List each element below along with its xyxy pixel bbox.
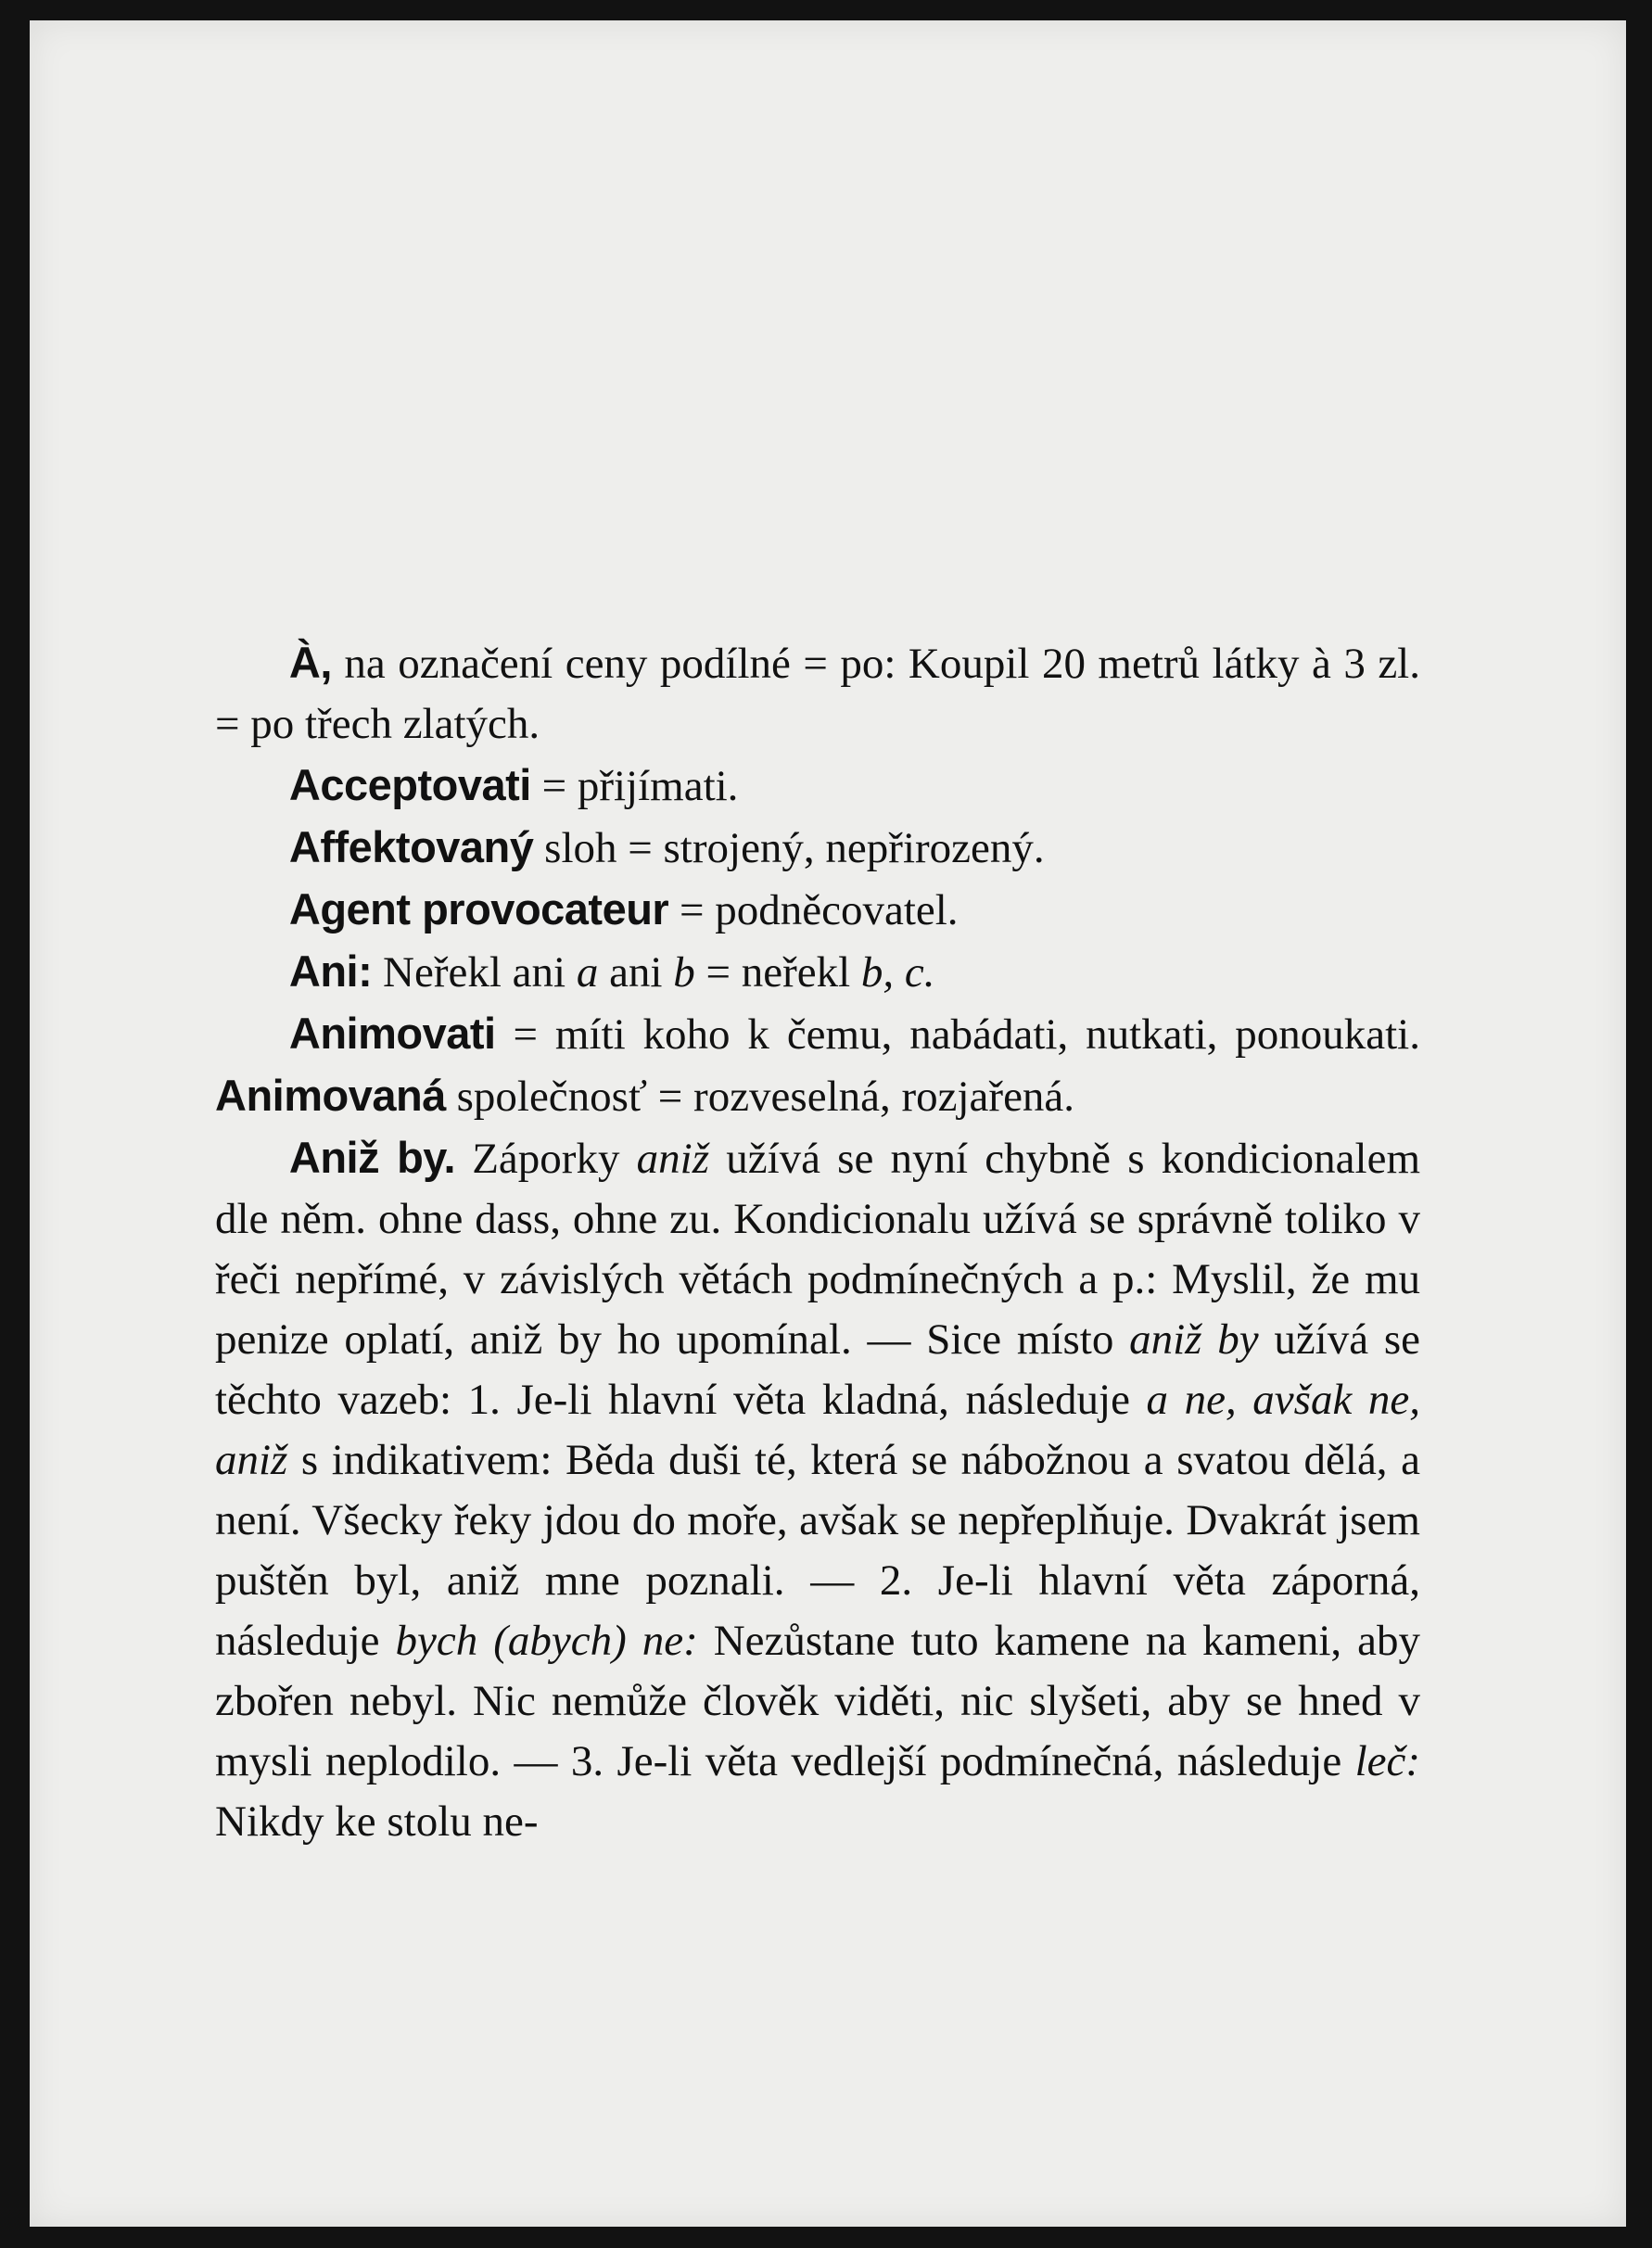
italic-term: bych (abych) ne: — [395, 1617, 698, 1665]
italic-term: aniž by — [1129, 1315, 1259, 1364]
entry-headword: Animovati — [288, 1009, 496, 1058]
entry-text: Záporky — [455, 1135, 637, 1183]
italic-term: aniž — [636, 1135, 710, 1183]
entry-text: ani — [598, 948, 674, 997]
entry-text: = podněcovatel. — [668, 886, 959, 934]
dictionary-text — [215, 632, 1420, 1852]
entry-text: užívá se nyní chybně s kondicionalem dle něm. ohne dass, ohne zu. Kondicionalu užívá se správně toliko v řeči nepřímé, v závislých větách podmínečných a p.: Myslil, že mu penize oplatí, aniž by ho upomínal. — Sice místo — [215, 1135, 1420, 1364]
entry-text: užívá se těchto vazeb: 1. Je-li hlavní věta kladná, následuje — [215, 1315, 1421, 1424]
entry-text: = neřekl — [694, 948, 861, 997]
entry-headword: Aniž by. — [288, 1133, 456, 1182]
entry-text: společnosť = rozveselná, rozjařená. — [445, 1073, 1075, 1121]
dictionary-entry — [215, 879, 1420, 941]
italic-term: b — [673, 948, 695, 997]
entry-text: Nikdy ke stolu ne- — [215, 1797, 539, 1846]
italic-term: leč: — [1354, 1737, 1420, 1785]
dictionary-entry — [215, 755, 1420, 817]
dictionary-entry — [215, 632, 1420, 755]
entry-text: Nezůstane tuto kamene na kameni, aby zbořen nebyl. Nic nemůže člověk viděti, nic slyšeti, aby se hned v mysli neplodilo. — 3. Je-li věta vedlejší podmínečná, následuje — [215, 1617, 1420, 1785]
italic-term: a ne, avšak ne, aniž — [215, 1376, 1420, 1484]
italic-term: b, c. — [860, 948, 935, 997]
entry-text: sloh = strojený, nepřirozený. — [533, 824, 1045, 872]
dictionary-entry — [215, 817, 1420, 879]
entry-text: Neřekl ani — [372, 948, 577, 997]
entry-text: na označení ceny podílné = po: Koupil 20 metrů látky à 3 zl. = po třech zlatých. — [215, 640, 1420, 748]
entry-headword: Acceptovati — [288, 760, 531, 809]
entry-headword: Agent provocateur — [288, 884, 669, 933]
entry-subheadword: Animovaná — [215, 1071, 446, 1120]
entry-headword: Ani: — [288, 946, 373, 996]
dictionary-entry — [215, 941, 1420, 1003]
dictionary-entry — [215, 1127, 1420, 1852]
dictionary-entry — [215, 1003, 1420, 1127]
entry-headword: Affektovaný — [288, 822, 534, 871]
entry-text: = míti koho k čemu, nabádati, nutkati, ponoukati. — [495, 1010, 1420, 1059]
entry-text: s indikativem: Běda duši té, která se nábožnou a svatou dělá, a není. Všecky řeky jdou do moře, avšak se nepřeplňuje. Dvakrát jsem puštěn byl, aniž mne poznali. — 2. Je-li hlavní věta záporná, následuje — [215, 1436, 1420, 1665]
entry-headword: À, — [288, 638, 332, 687]
entry-text: = přijímati. — [530, 762, 739, 810]
book-page — [30, 20, 1626, 2227]
italic-term: a — [576, 948, 599, 997]
